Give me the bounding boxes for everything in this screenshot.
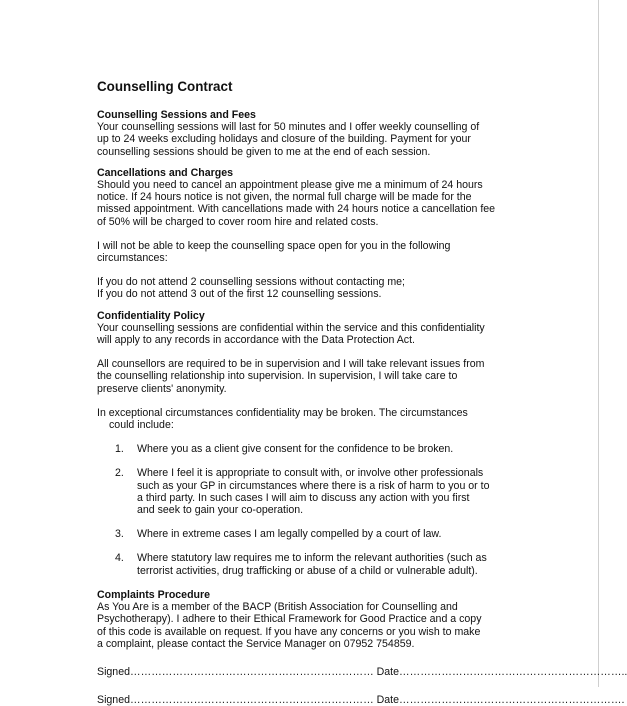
document-title: Counselling Contract <box>97 79 233 94</box>
signature-line <box>97 694 625 706</box>
text-line: a complaint, please contact the Service Manager on 07952 754859. <box>97 637 415 650</box>
text-line: In exceptional circumstances confidentiality may be broken. The circumstances <box>97 406 468 419</box>
text-line: notice. If 24 hours notice is not given, the normal full charge will be made for the <box>97 191 472 204</box>
date-field[interactable]: ……………………………………………………….. <box>399 665 627 678</box>
signature-field[interactable]: …………………………………………………………… <box>130 665 374 678</box>
complaints-heading: Complaints Procedure <box>97 588 211 601</box>
non-attendance-paragraph <box>97 276 507 300</box>
signed-label: Signed <box>97 694 130 706</box>
list-item <box>115 528 507 540</box>
text-line: missed appointment. With cancellations made with 24 hours notice a cancellation fee <box>97 203 496 216</box>
text-line: circumstances: <box>97 252 168 265</box>
text-line: Where in extreme cases I am legally compelled by a court of law. <box>137 528 442 541</box>
text-line: Where you as a client give consent for the confidence to be broken. <box>137 443 454 456</box>
complaints-paragraph <box>97 601 507 650</box>
text-line: Your counselling sessions are confidential within the service and this confidentiality <box>97 321 485 334</box>
confidentiality-heading: Confidentiality Policy <box>97 309 205 322</box>
sessions-paragraph <box>97 121 507 158</box>
cancellations-heading: Cancellations and Charges <box>97 166 233 179</box>
cancellations-paragraph <box>97 179 507 228</box>
text-line: If you do not attend 3 out of the first 12 counselling sessions. <box>97 288 382 301</box>
list-number: 4. <box>115 552 124 565</box>
list-number: 3. <box>115 528 124 541</box>
text-line: Where I feel it is appropriate to consult with, or involve other professionals <box>137 467 484 480</box>
date-label: Date <box>376 665 399 678</box>
text-line: terrorist activities, drug trafficking or abuse of a child or vulnerable adult). <box>137 564 478 577</box>
text-line: will apply to any records in accordance with the Data Protection Act. <box>97 334 415 347</box>
confidentiality-paragraph <box>97 322 507 346</box>
text-line: such as your GP in circumstances where there is a risk of harm to you or to <box>137 479 490 492</box>
list-number: 1. <box>115 443 124 456</box>
text-line: preserve clients' anonymity. <box>97 382 227 395</box>
list-item <box>115 443 507 455</box>
text-line: of this code is available on request. If you have any concerns or you wish to make <box>97 625 481 638</box>
text-line: a third party. In such cases I will aim to discuss any action with you first <box>137 491 470 504</box>
text-line: Psychotherapy). I adhere to their Ethical Framework for Good Practice and a copy <box>97 613 482 626</box>
text-line: Where statutory law requires me to inform the relevant authorities (such as <box>137 552 487 565</box>
supervision-paragraph <box>97 358 507 395</box>
list-number: 2. <box>115 467 124 480</box>
sessions-heading: Counselling Sessions and Fees <box>97 109 256 121</box>
text-line: could include: <box>109 419 174 432</box>
document-body <box>97 79 627 706</box>
date-field[interactable]: ………………………………………………………. <box>399 694 625 706</box>
exceptions-paragraph <box>97 407 507 431</box>
date-label: Date <box>376 694 399 706</box>
text-line: of 50% will be charged to cover room hire and related costs. <box>97 215 379 228</box>
space-open-paragraph <box>97 240 507 264</box>
list-item <box>115 552 507 576</box>
text-line: As You Are is a member of the BACP (British Association for Counselling and <box>97 601 458 614</box>
text-line: All counsellors are required to be in supervision and I will take relevant issues from <box>97 358 485 371</box>
signature-field[interactable]: …………………………………………………………… <box>130 694 374 706</box>
text-line: If you do not attend 2 counselling sessions without contacting me; <box>97 276 405 289</box>
exceptions-list <box>97 443 507 577</box>
text-line: the counselling relationship into supervision. In supervision, I will take care to <box>97 370 458 383</box>
text-line: counselling sessions should be given to me at the end of each session. <box>97 145 431 158</box>
text-line: up to 24 weeks excluding holidays and closure of the building. Payment for your <box>97 133 471 146</box>
text-line: Should you need to cancel an appointment please give me a minimum of 24 hours <box>97 179 483 192</box>
signed-label: Signed <box>97 665 130 678</box>
text-line: Your counselling sessions will last for 50 minutes and I offer weekly counselling of <box>97 121 480 134</box>
text-line: I will not be able to keep the counselling space open for you in the following <box>97 239 451 252</box>
text-line: and seek to gain your co-operation. <box>137 504 304 517</box>
list-item <box>115 467 507 516</box>
signature-line <box>97 665 627 678</box>
